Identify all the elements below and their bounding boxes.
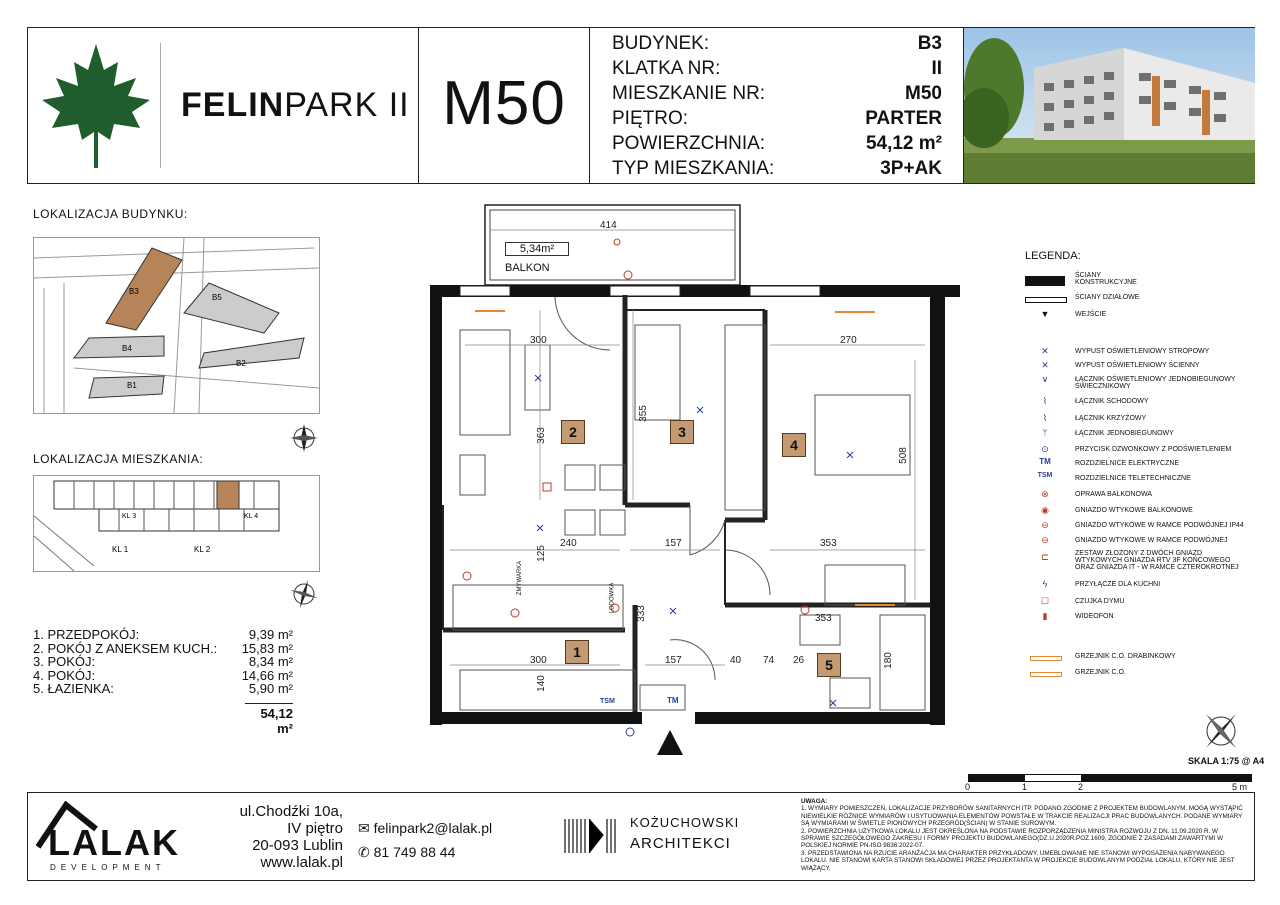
phone-row[interactable]	[358, 840, 492, 864]
doorbell-icon: ⊙	[1041, 444, 1049, 454]
room-area: 9,39 m²	[248, 627, 293, 642]
building-b3-label: B3	[129, 287, 139, 296]
dishwasher-label: ZMYWARKA	[517, 560, 524, 596]
balcony-socket-icon: ◉	[1041, 505, 1049, 515]
dimension-label: 355	[637, 405, 649, 422]
legend-item: GRZEJNIK C.O. DRABINKOWY	[1075, 653, 1176, 660]
dimension-label: 353	[815, 613, 832, 624]
legend-item: PRZYŁĄCZE DLA KUCHNI	[1075, 581, 1161, 588]
scale-label: SKALA 1:75 @ A4	[1188, 756, 1265, 766]
videophone-icon: ▮	[1042, 611, 1048, 621]
architect-name-bottom: ARCHITEKCI	[630, 835, 731, 852]
website-link[interactable]: www.lalak.pl	[260, 854, 343, 871]
brand-cell	[28, 28, 418, 183]
smoke-detector-icon: ☐	[1040, 596, 1050, 606]
apartment-location-map	[33, 475, 320, 572]
single-switch-icon: ᛘ	[1042, 428, 1048, 438]
legend-item: ŚCIANY DZIAŁOWE	[1075, 294, 1140, 301]
info-value: B3	[917, 33, 942, 54]
info-row	[612, 133, 942, 155]
building-location-map	[33, 237, 320, 414]
telecom-panel-icon: TSM	[1037, 472, 1053, 479]
legend-item: ROZDZIELNICE ELEKTRYCZNE	[1075, 460, 1180, 467]
dimension-label: 508	[897, 447, 909, 464]
brand-name	[181, 86, 410, 125]
room-row	[33, 642, 293, 656]
info-row	[612, 108, 942, 130]
note-item: 1. WYMIARY POMIESZCZEŃ, LOKALIZACJE PRZYBORÓW SANITARNYCH ITP. PODANO ZGODNIE Z PROJEKTEM BUDOWLANYM. MOGĄ WYSTĄPIĆ NIEWIELKIE RÓŻNICE WYMIARÓW I USYTUOWANIA ELEMENTÓW POWSTAŁE W TRAKCIE REALIZACJI PRAC BUDOWLANYCH. PODANE WYMIARY SĄ WYMIARAMI W ŚWIETLE PIONOWYCH PRZEGRÓD(ŚCIAN) W STANIE SUROWYM.	[801, 805, 1243, 828]
info-value: PARTER	[865, 108, 942, 129]
phone-icon: ✆	[358, 844, 370, 860]
apartment-code: M50	[442, 69, 566, 138]
fridge-label: LODÓWKA	[609, 582, 616, 614]
legend-item: ŚCIANY KONSTRUKCYJNE	[1075, 272, 1137, 286]
address-line: ul.Chodźki 10a,	[239, 803, 343, 820]
scale-segment	[1081, 775, 1251, 781]
legend-item: WYPUST OŚWIETLENIOWY ŚCIENNY	[1075, 362, 1200, 369]
info-key: PIĘTRO:	[612, 108, 689, 129]
legend-item: WEJŚCIE	[1075, 311, 1107, 318]
staircase-label: KL 3	[122, 513, 137, 520]
room-area-list	[33, 628, 293, 696]
room-number-2: 2	[561, 420, 585, 444]
info-value: M50	[905, 83, 942, 104]
info-key: BUDYNEK:	[612, 33, 710, 54]
header-panel	[27, 27, 1255, 184]
brand-name-bold: FELIN	[181, 86, 285, 124]
room-row	[33, 655, 293, 669]
compass-icon	[288, 578, 320, 610]
dimension-label: 414	[600, 220, 617, 231]
legend-item: ŁĄCZNIK SCHODOWY	[1075, 398, 1149, 405]
scale-bar	[968, 774, 1252, 782]
ip44-socket-icon: ⊖	[1041, 520, 1049, 530]
entrance-icon: ▼	[1040, 309, 1050, 319]
building-location-label: LOKALIZACJA BUDYNKU:	[33, 207, 188, 221]
developer-address	[223, 803, 343, 871]
building-rendering-image	[964, 28, 1255, 183]
dimension-label: 300	[530, 655, 547, 666]
legend-title: LEGENDA:	[1025, 250, 1081, 262]
room-row	[33, 628, 293, 642]
info-row	[612, 58, 942, 80]
dimension-label: 240	[560, 538, 577, 549]
entrance-arrow-icon	[657, 730, 683, 755]
building-b4-label: B4	[122, 344, 132, 353]
ceiling-light-icon: ✕	[1041, 346, 1049, 356]
dimension-label: 353	[820, 538, 837, 549]
structural-wall-swatch	[1025, 276, 1065, 286]
apartment-code-cell	[418, 28, 590, 183]
legend-item: OPRAWA BALKONOWA	[1075, 491, 1153, 498]
architect-name-top: KOŻUCHOWSKI	[630, 815, 740, 830]
wall-light-icon: ✕	[1041, 360, 1049, 370]
info-key: POWIERZCHNIA:	[612, 133, 766, 154]
notes-title: UWAGA:	[801, 798, 828, 805]
tm-label: TM	[667, 696, 679, 705]
developer-name: LALAK	[48, 822, 180, 863]
room-area: 14,66 m²	[241, 667, 293, 683]
electrical-panel-icon: TM	[1039, 457, 1051, 466]
scale-tick: 0	[965, 782, 971, 792]
email-row[interactable]	[358, 816, 492, 840]
dimension-label: 300	[530, 335, 547, 346]
legend-item: CZUJKA DYMU	[1075, 598, 1125, 605]
room-area: 5,90 m²	[248, 681, 293, 696]
balcony-light-icon: ⊗	[1041, 489, 1049, 499]
phone-link[interactable]: 81 749 88 44	[373, 844, 456, 860]
room-row	[33, 669, 293, 683]
legend-item: GRZEJNIK C.O.	[1075, 669, 1126, 676]
note-item: 2. POWIERZCHNIA UŻYTKOWA LOKALU JEST OKREŚLONA NA PODSTAWIE ROZPORZĄDZENIA MINISTRA ROZWOJU Z DN. 11.09.2020 R. W SPRAWIE SZCZEGÓŁOWEGO ZAKRESU I FORMY PROJEKTU BUDOWLANEGO(DZ.U.2020R.POZ.1609, ZGODNIE Z ZASADAMI ZAWARTYMI W POLSKIEJ NORMIE PN-ISO 9836:2022-07.	[801, 827, 1224, 850]
brand-name-thin: PARK II	[284, 86, 410, 124]
floor-key-plan-image	[34, 476, 319, 571]
building-b2-label: B2	[236, 359, 246, 368]
building-b5-label: B5	[212, 293, 222, 302]
info-row	[612, 83, 942, 105]
legend-item: GNIAZDO WTYKOWE W RAMCE PODWÓJNEJ IP44	[1075, 522, 1244, 529]
legend-item: ZESTAW ZŁOŻONY Z DWÓCH GNIAZD WTYKOWYCH GNIAZDA RTV 3F KOŃCOWEGO ORAZ GNIAZDA IT - W RAMCE CZTEROKROTNEJ	[1075, 550, 1239, 571]
email-icon: ✉	[358, 820, 370, 836]
partition-wall-swatch	[1025, 297, 1067, 303]
staircase-label: KL 2	[194, 545, 211, 554]
room-number-3: 3	[670, 420, 694, 444]
balcony-area: 5,34m²	[505, 242, 569, 256]
dimension-label: 180	[882, 652, 894, 669]
building-b1-label: B1	[127, 381, 137, 390]
balcony-label: BALKON	[505, 262, 550, 274]
scale-tick: 5 m	[1232, 782, 1248, 792]
info-row	[612, 33, 942, 55]
email-link[interactable]: felinpark2@lalak.pl	[373, 820, 493, 836]
notes	[801, 798, 1246, 872]
chandelier-switch-icon: ∨	[1041, 374, 1049, 384]
dimension-label: 26	[793, 655, 805, 666]
compass-icon	[1198, 708, 1244, 754]
info-value: 54,12 m²	[865, 133, 942, 154]
legend	[1025, 272, 1255, 692]
room-number-4: 4	[782, 433, 806, 457]
apartment-highlight	[217, 481, 239, 509]
ladder-radiator-icon	[1030, 656, 1062, 661]
address-line: IV piętro	[287, 820, 343, 837]
scale-tick: 1	[1022, 782, 1028, 792]
room-name: 3. POKÓJ:	[33, 654, 96, 669]
dimension-label: 363	[535, 427, 547, 444]
legend-item: WIDEOFON	[1075, 613, 1114, 620]
cross-switch-icon: ⌇	[1042, 413, 1048, 423]
info-value: 3P+AK	[880, 158, 942, 179]
double-socket-icon: ⊖	[1041, 535, 1049, 545]
legend-item: PRZYCISK DZWONKOWY Z PODŚWIETLENIEM	[1075, 446, 1232, 453]
brand-divider	[160, 43, 161, 168]
note-item: 3. PRZEDSTAWIONA NA RZUCIE ARANŻACJA MA CHARAKTER PRZYKŁADOWY. UMEBLOWANIE NIE STANOWI WYPOSAŻENIA NABYWANEGO LOKALU. NIE STANOWI KARTA STANOWI SKŁADOWEJ PRZEZ PROJEKTANTA W PROJEKCIE BUDOWLANYM PODZIAŁ LOKALU, KTÓRY NIE JEST WIĄŻĄCY.	[801, 849, 1235, 872]
architect-logo-icon	[563, 817, 625, 855]
info-key: MIESZKANIE NR:	[612, 83, 766, 104]
dimension-label: 157	[665, 538, 682, 549]
staircase-switch-icon: ⌇	[1042, 396, 1048, 406]
contact-info	[358, 816, 492, 864]
address-line: 20-093 Lublin	[252, 837, 343, 854]
compass-icon	[288, 422, 320, 454]
combo-socket-icon: ⊏	[1041, 552, 1049, 562]
footer-panel	[27, 792, 1255, 881]
staircase-label: KL 4	[244, 513, 259, 520]
room-area: 8,34 m²	[248, 654, 293, 669]
info-row	[612, 158, 942, 180]
room-area: 15,83 m²	[241, 640, 293, 656]
dimension-label: 125	[535, 545, 547, 562]
room-number-1: 1	[565, 640, 589, 664]
info-key: TYP MIESZKANIA:	[612, 158, 775, 179]
dimension-label: 140	[535, 675, 547, 692]
dimension-label: 74	[763, 655, 775, 666]
dimension-label: 157	[665, 655, 682, 666]
total-divider	[245, 703, 293, 704]
room-row	[33, 682, 293, 696]
legend-item: ŁĄCZNIK KRZYŻOWY	[1075, 415, 1147, 422]
kitchen-connection-icon: ϟ	[1042, 579, 1048, 589]
legend-item: GNIAZDO WTYKOWE BALKONOWE	[1075, 507, 1193, 514]
legend-item: GNIAZDO WTYKOWE W RAMCE PODWÓJNEJ	[1075, 537, 1228, 544]
room-name: 4. POKÓJ:	[33, 667, 96, 683]
total-area: 54,12 m²	[260, 706, 293, 736]
scale-segment	[969, 775, 1025, 781]
developer-subtitle: DEVELOPMENT	[50, 863, 166, 872]
info-value: II	[931, 58, 942, 79]
legend-item: ŁĄCZNIK JEDNOBIEGUNOWY	[1075, 430, 1174, 437]
room-number-5: 5	[817, 653, 841, 677]
staircase-label: KL 1	[112, 545, 129, 554]
dimension-label: 40	[730, 655, 742, 666]
building-photo	[963, 28, 1255, 183]
legend-item: WYPUST OŚWIETLENIOWY STROPOWY	[1075, 348, 1210, 355]
tsm-label: TSM	[600, 698, 615, 705]
room-name: 1. PRZEDPOKÓJ:	[33, 627, 140, 642]
room-name: 5. ŁAZIENKA:	[33, 681, 114, 696]
legend-item: ROZDZIELNICE TELETECHNICZNE	[1075, 475, 1191, 482]
legend-item: ŁĄCZNIK OŚWIETLENIOWY JEDNOBIEGUNOWY ŚWIECZNIKOWY	[1075, 376, 1236, 390]
site-plan-image	[34, 238, 319, 413]
scale-tick: 2	[1078, 782, 1084, 792]
room-name: 2. POKÓJ Z ANEKSEM KUCH.:	[33, 640, 218, 656]
apartment-info	[590, 28, 962, 183]
floor-plan-drawing	[425, 200, 985, 760]
floor-plan	[425, 200, 985, 760]
radiator-icon	[1030, 672, 1062, 677]
dimension-label: 270	[840, 335, 857, 346]
dimension-label: 333	[635, 605, 647, 622]
maple-leaf-icon	[36, 40, 156, 170]
apartment-location-label: LOKALIZACJA MIESZKANIA:	[33, 452, 204, 466]
info-key: KLATKA NR:	[612, 58, 721, 79]
